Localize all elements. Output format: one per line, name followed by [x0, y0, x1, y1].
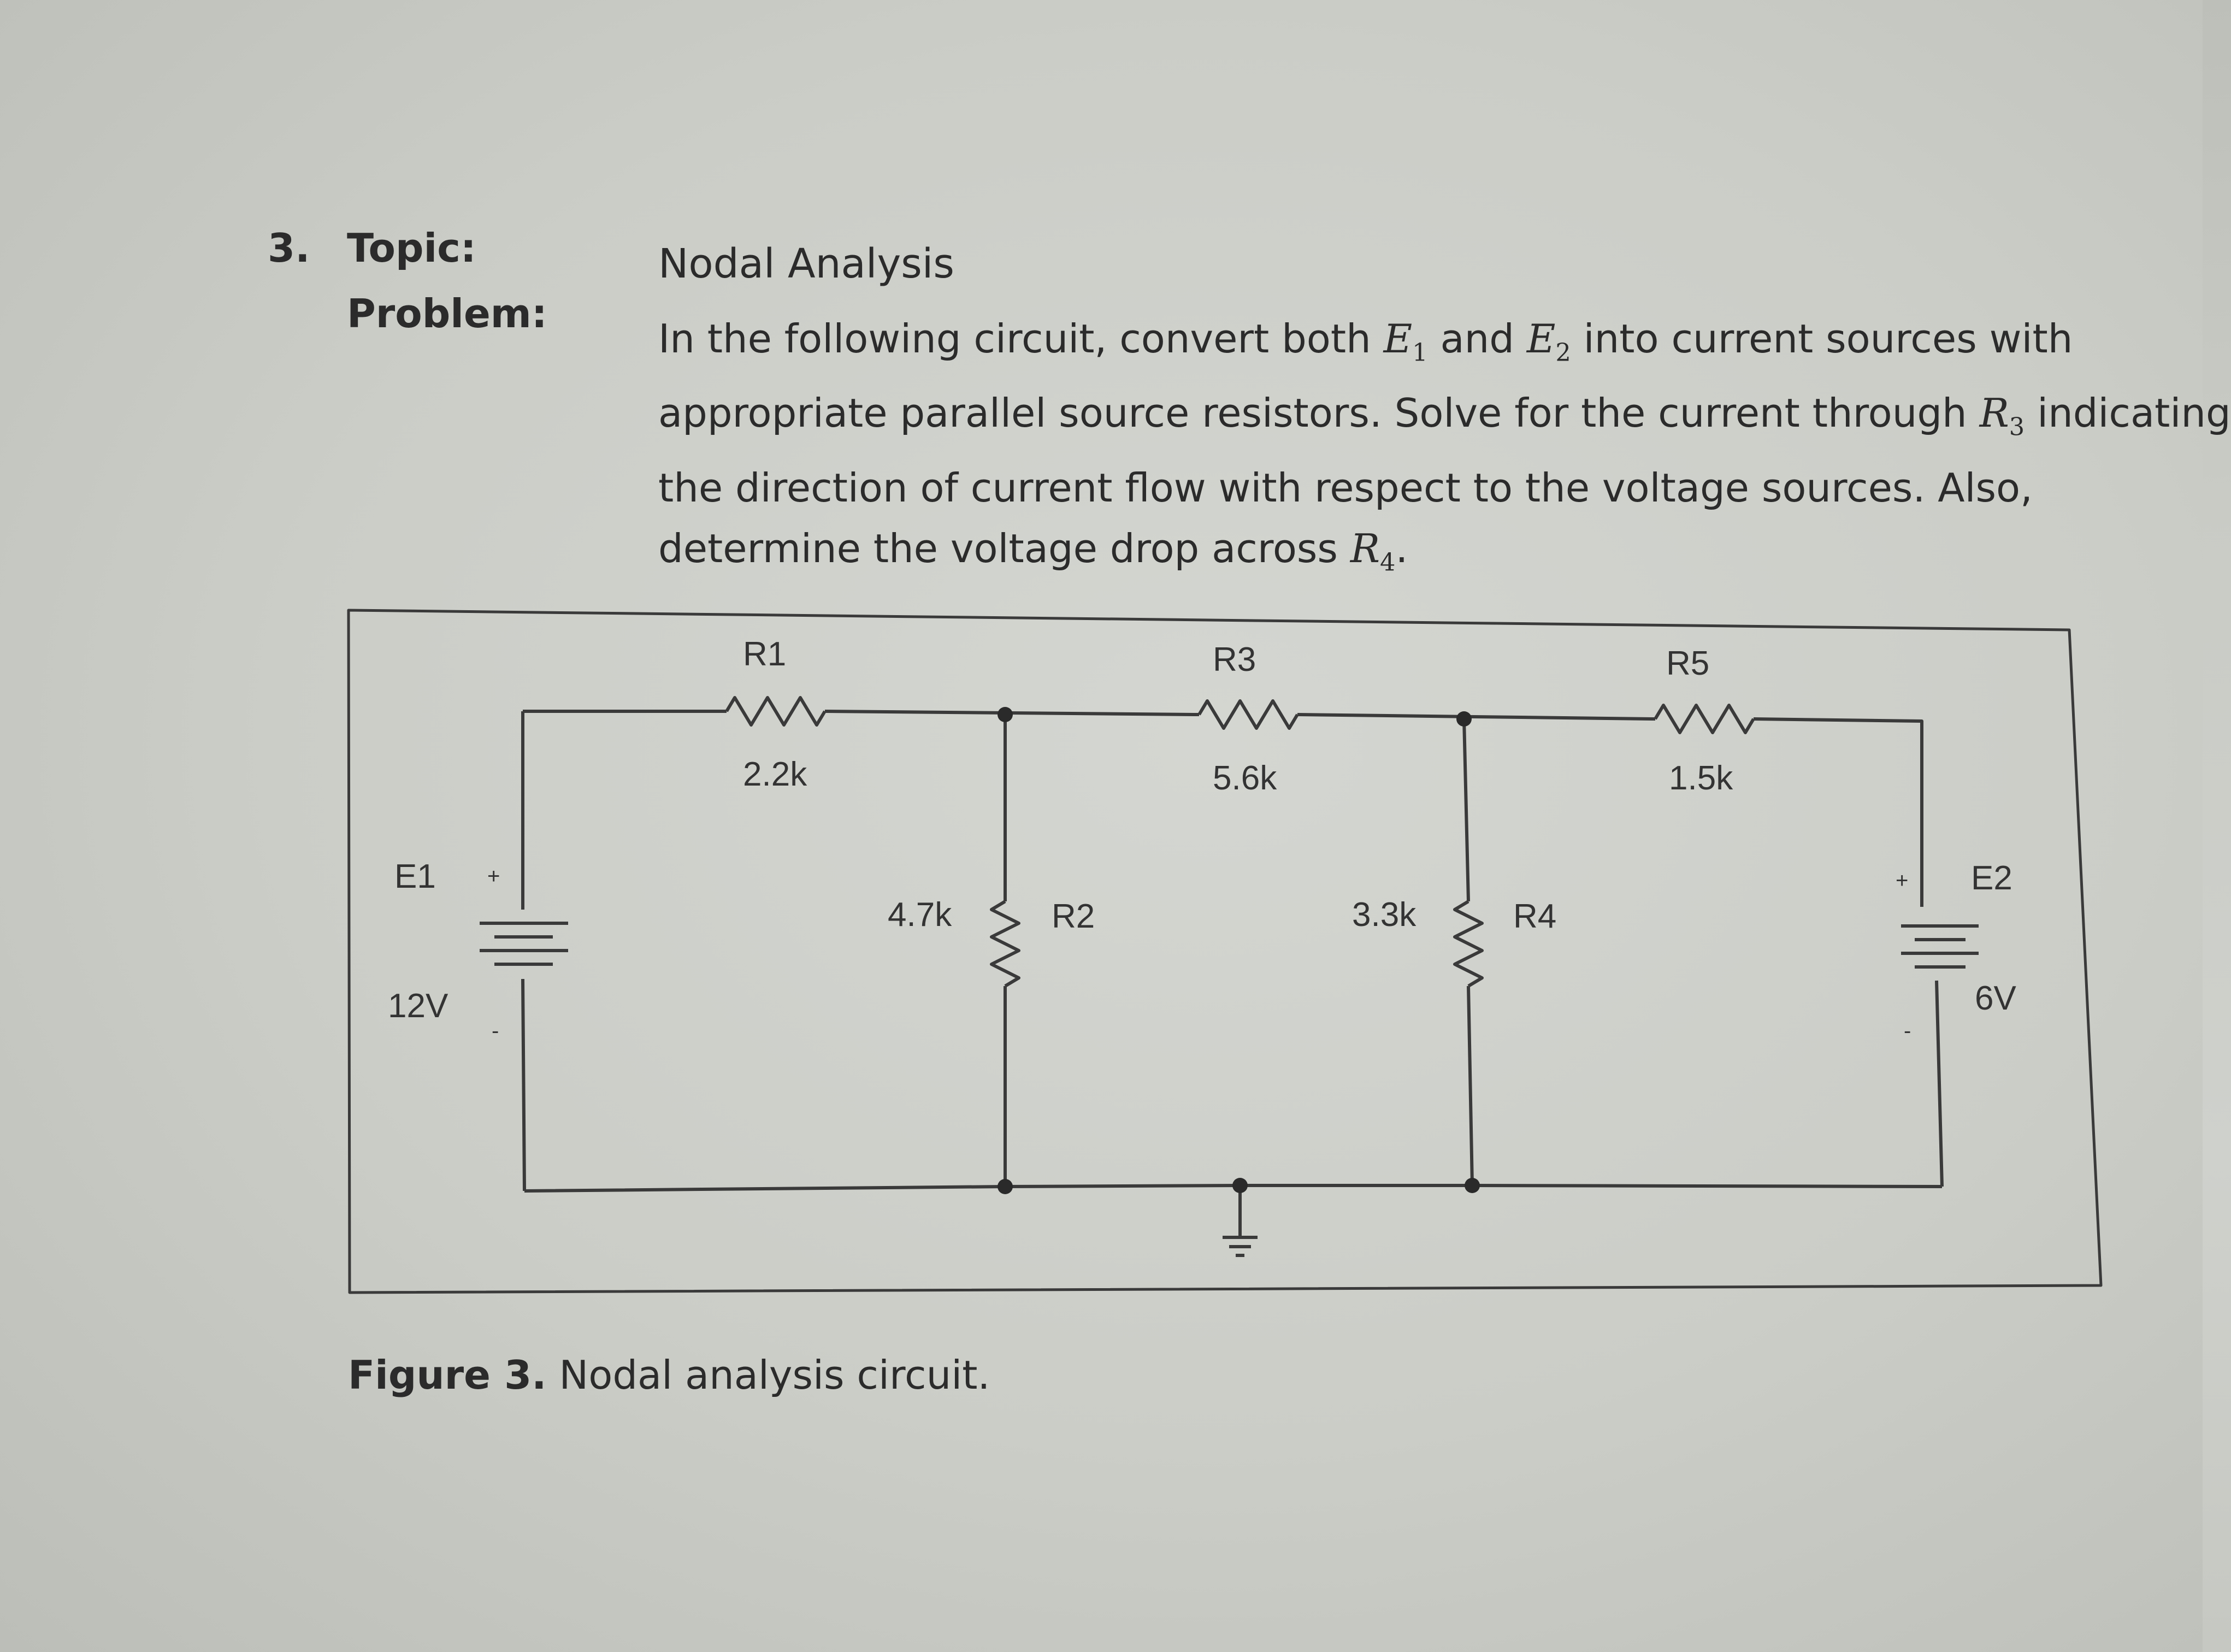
r2-value: 4.7k [888, 896, 952, 934]
math-r4: $R_4$ [1350, 525, 1396, 577]
node-dot-bottom-left [998, 1179, 1013, 1194]
resistor-r2-symbol [991, 901, 1019, 986]
math-e1: $E_1$ [1383, 316, 1428, 367]
e1-minus: - [492, 1019, 499, 1043]
problem-line-4: determine the voltage drop across $R_4$. [658, 525, 1408, 577]
figure-caption-text: Nodal analysis circuit. [546, 1352, 990, 1398]
problem-line-1: In the following circuit, convert both $E_1$ and $E_2$ into current sources with [658, 316, 2073, 367]
math-r3: $R_3$ [1979, 390, 2025, 441]
r1-name: R1 [743, 635, 787, 673]
wire-top-mid-right [1297, 715, 1655, 719]
e2-name: E2 [1971, 859, 2012, 897]
e2-minus: - [1904, 1019, 1911, 1043]
r5-value: 1.5k [1669, 759, 1733, 797]
resistor-r1-symbol [727, 698, 825, 725]
e2-plus: + [1896, 869, 1909, 893]
figure-caption [348, 1352, 990, 1398]
r3-name: R3 [1213, 641, 1256, 678]
r5-name: R5 [1666, 645, 1710, 682]
resistor-r5-symbol [1655, 705, 1754, 733]
wire-r4-bottom [1468, 986, 1472, 1185]
r1-value: 2.2k [743, 756, 807, 793]
resistor-r4-symbol [1455, 901, 1482, 986]
e1-value: 12V [388, 987, 448, 1025]
wire-left-bottom [523, 979, 524, 1191]
wire-right-bottom [1937, 981, 1942, 1187]
figure-caption-prefix: Figure 3. [348, 1352, 547, 1398]
problem-number: 3. [268, 225, 310, 271]
problem-line-2: appropriate parallel source resistors. Solve for the current through $R_3$ indicating [658, 390, 2231, 441]
node-dot-top-right [1456, 711, 1472, 727]
wire-r4-top [1464, 719, 1468, 901]
math-e2: $E_2$ [1526, 316, 1571, 367]
r3-value: 5.6k [1213, 759, 1277, 797]
node-dot-top-left [998, 707, 1013, 722]
topic-value: Nodal Analysis [658, 240, 954, 287]
topic-label: Topic: [347, 225, 476, 271]
e1-plus: + [487, 864, 500, 888]
node-dot-ground [1232, 1178, 1248, 1193]
r4-value: 3.3k [1352, 896, 1416, 934]
r2-name: R2 [1052, 898, 1095, 935]
problem-line-3: the direction of current flow with respect to the voltage sources. Also, [658, 464, 2033, 511]
e1-name: E1 [394, 858, 436, 895]
r4-name: R4 [1513, 898, 1557, 935]
problem-label: Problem: [347, 291, 547, 337]
e2-value: 6V [1975, 980, 2016, 1017]
resistor-r3-symbol [1199, 701, 1297, 728]
node-dot-bottom-right [1465, 1178, 1480, 1193]
